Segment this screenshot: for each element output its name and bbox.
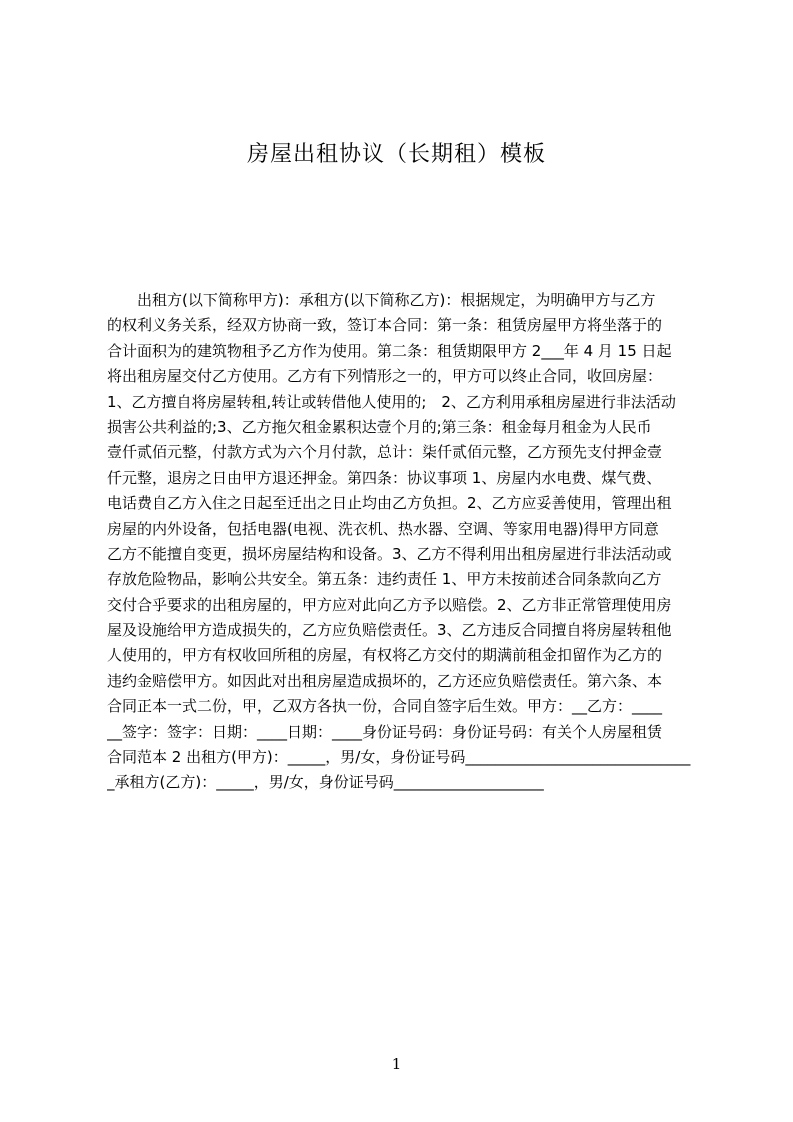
text-line: 合同正本一式二份，甲，乙双方各执一份，合同自签字后生效。甲方：__乙方：____: [107, 697, 663, 716]
text-line: 违约金赔偿甲方。如因此对出租房屋造成损坏的，乙方还应负赔偿责任。第六条、本: [107, 671, 663, 690]
text-line: 壹仟贰佰元整，付款方式为六个月付款，总计：柒仟贰佰元整，乙方预先支付押金壹: [107, 443, 663, 462]
text-line: 乙方不能擅自变更，损坏房屋结构和设备。3、乙方不得利用出租房屋进行非法活动或: [107, 544, 672, 563]
body-paragraph: [107, 288, 697, 796]
page-number: 1: [391, 1055, 402, 1073]
text-line: 的权利义务关系，经双方协商一致，签订本合同：第一条：租赁房屋甲方将坐落于的: [107, 316, 663, 335]
text-line: 将出租房屋交付乙方使用。乙方有下列情形之一的，甲方可以终止合同，收回房屋：: [107, 367, 663, 386]
text-line: 屋及设施给甲方造成损失的，乙方应负赔偿责任。3、乙方违反合同擅自将房屋转租他: [107, 621, 672, 640]
text-line: 人使用的，甲方有权收回所租的房屋，有权将乙方交付的期满前租金扣留作为乙方的: [107, 646, 663, 665]
text-line: _承租方(乙方)：_____，男/女，身份证号码____________________: [107, 773, 544, 792]
text-line: 出租方(以下简称甲方)：承租方(以下简称乙方)：根据规定，为明确甲方与乙方: [107, 291, 656, 309]
text-line: 房屋的内外设备，包括电器(电视、洗衣机、热水器、空调、等家用电器)得甲方同意: [107, 519, 659, 538]
text-line: __签字：签字：日期：____日期：____身份证号码：身份证号码：有关个人房屋租赁: [107, 722, 663, 741]
text-line: 交付合乎要求的出租房屋的，甲方应对此向乙方予以赔偿。2、乙方非正常管理使用房: [107, 595, 672, 614]
text-line: 合同范本 2 出租方(甲方)：_____，男/女，身份证号码______________________________: [107, 748, 691, 767]
text-line: 仟元整，退房之日由甲方退还押金。第四条：协议事项 1、房屋内水电费、煤气费、: [107, 468, 662, 487]
text-line: 1、乙方擅自将房屋转租,转让或转借他人使用的; 2、乙方利用承租房屋进行非法活动: [107, 392, 676, 411]
text-line: 损害公共利益的;3、乙方拖欠租金累积达壹个月的;第三条：租金每月租金为人民币: [107, 417, 652, 436]
document-body: [107, 288, 697, 828]
text-line: 合计面积为的建筑物租予乙方作为使用。第二条：租赁期限甲方 2___年 4 月 15 日起: [107, 341, 672, 360]
text-line: 存放危险物品，影响公共安全。第五条：违约责任 1、甲方未按前述合同条款向乙方: [107, 570, 662, 589]
document-title: 房屋出租协议（长期租）模板: [246, 142, 546, 167]
text-line: 电话费自乙方入住之日起至迁出之日止均由乙方负担。2、乙方应妥善使用，管理出租: [107, 494, 672, 513]
